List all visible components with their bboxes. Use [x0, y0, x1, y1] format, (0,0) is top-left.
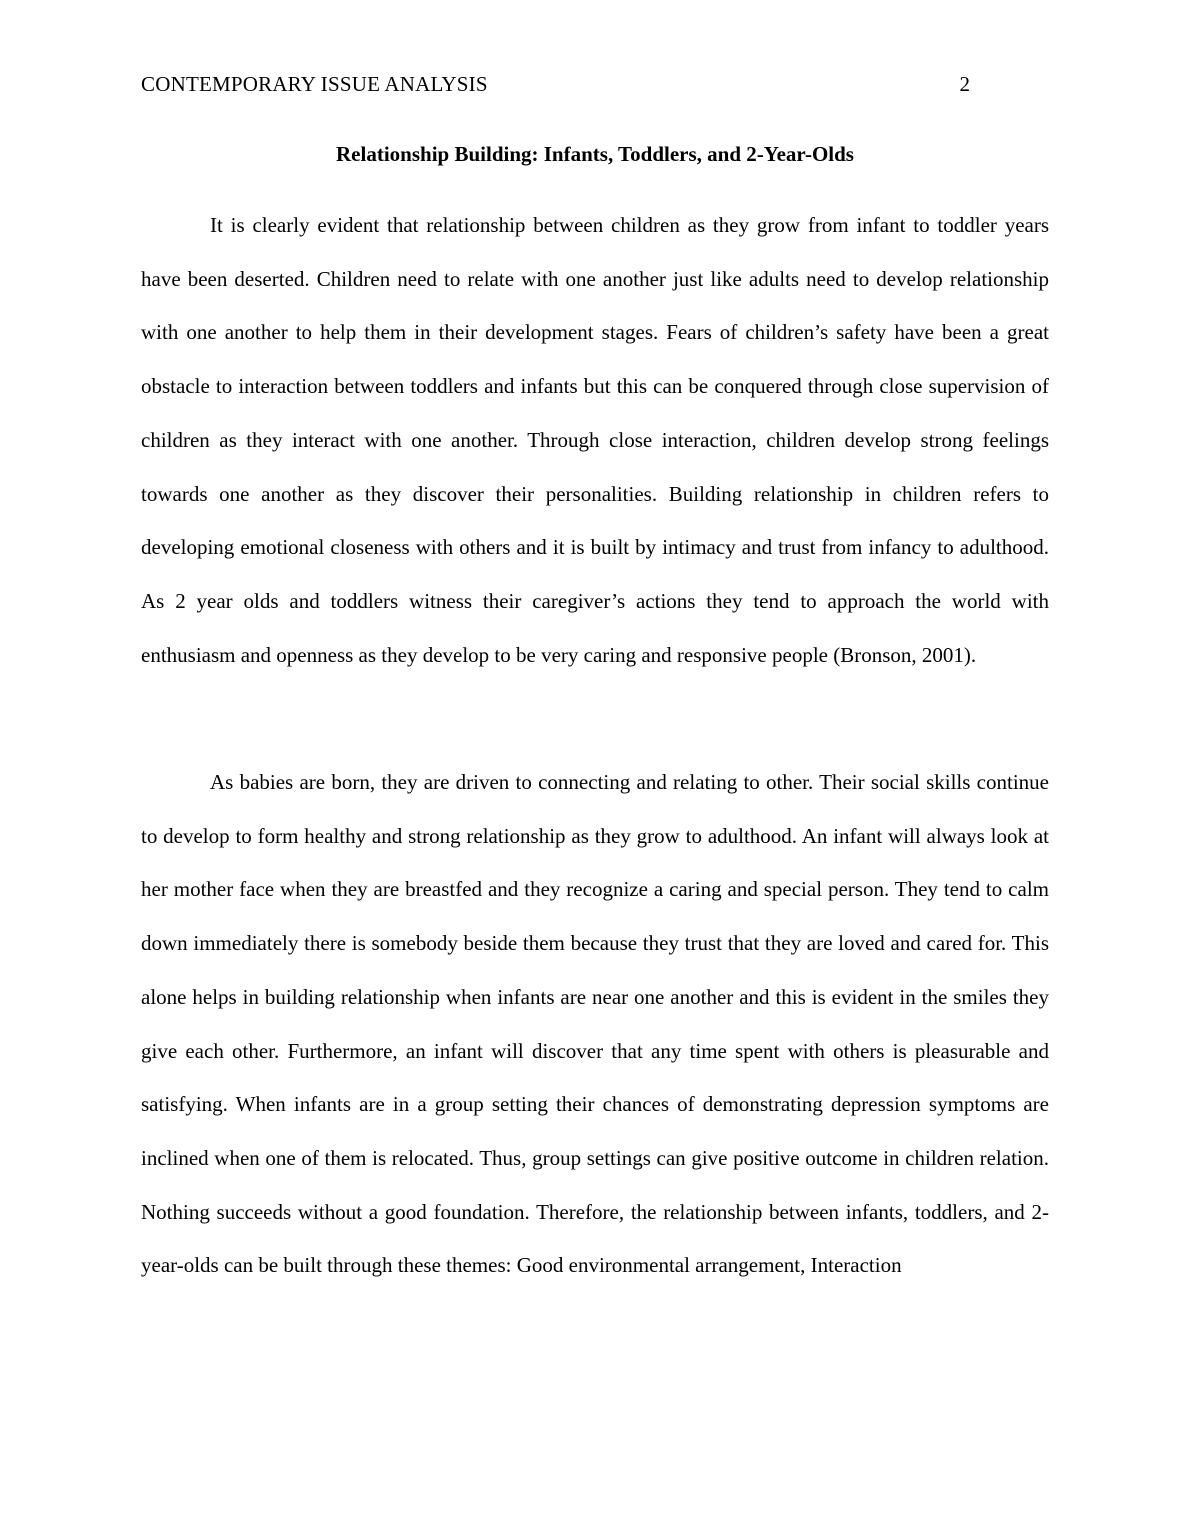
page-number: 2 [959, 72, 970, 96]
document-title: Relationship Building: Infants, Toddlers, and 2-Year-Olds [336, 142, 854, 166]
running-head: CONTEMPORARY ISSUE ANALYSIS [141, 72, 488, 96]
body-paragraph: It is clearly evident that relationship between children as they grow from infant to toddler years have been deserted. Children need to relate with one another just like adults need to develop relationship with one another to help them in their development stages. Fears of children’s safety have been a great obstacle to interaction between toddlers and infants but this can be conquered through close supervision of children as they interact with one another. Through close interaction, children develop strong feelings towards one another as they discover their personalities. Building relationship in children refers to developing emotional closeness with others and it is built by intimacy and trust from infancy to adulthood. As 2 year olds and toddlers witness their caregiver’s actions they tend to approach the world with enthusiasm and openness as they develop to be very caring and responsive people (Bronson, 2001). [141, 213, 1049, 667]
body-paragraph: As babies are born, they are driven to connecting and relating to other. Their social skills continue to develop to form healthy and strong relationship as they grow to adulthood. An infant will always look at her mother face when they are breastfed and they recognize a caring and special person. They tend to calm down immediately there is somebody beside them because they trust that they are loved and cared for. This alone helps in building relationship when infants are near one another and this is evident in the smiles they give each other. Furthermore, an infant will discover that any time spent with others is pleasurable and satisfying. When infants are in a group setting their chances of demonstrating depression symptoms are inclined when one of them is relocated. Thus, group settings can give positive outcome in children relation. Nothing succeeds without a good foundation. Therefore, the relationship between infants, toddlers, and 2-year-olds can be built through these themes: Good environmental arrangement, Interaction [141, 770, 1049, 1278]
